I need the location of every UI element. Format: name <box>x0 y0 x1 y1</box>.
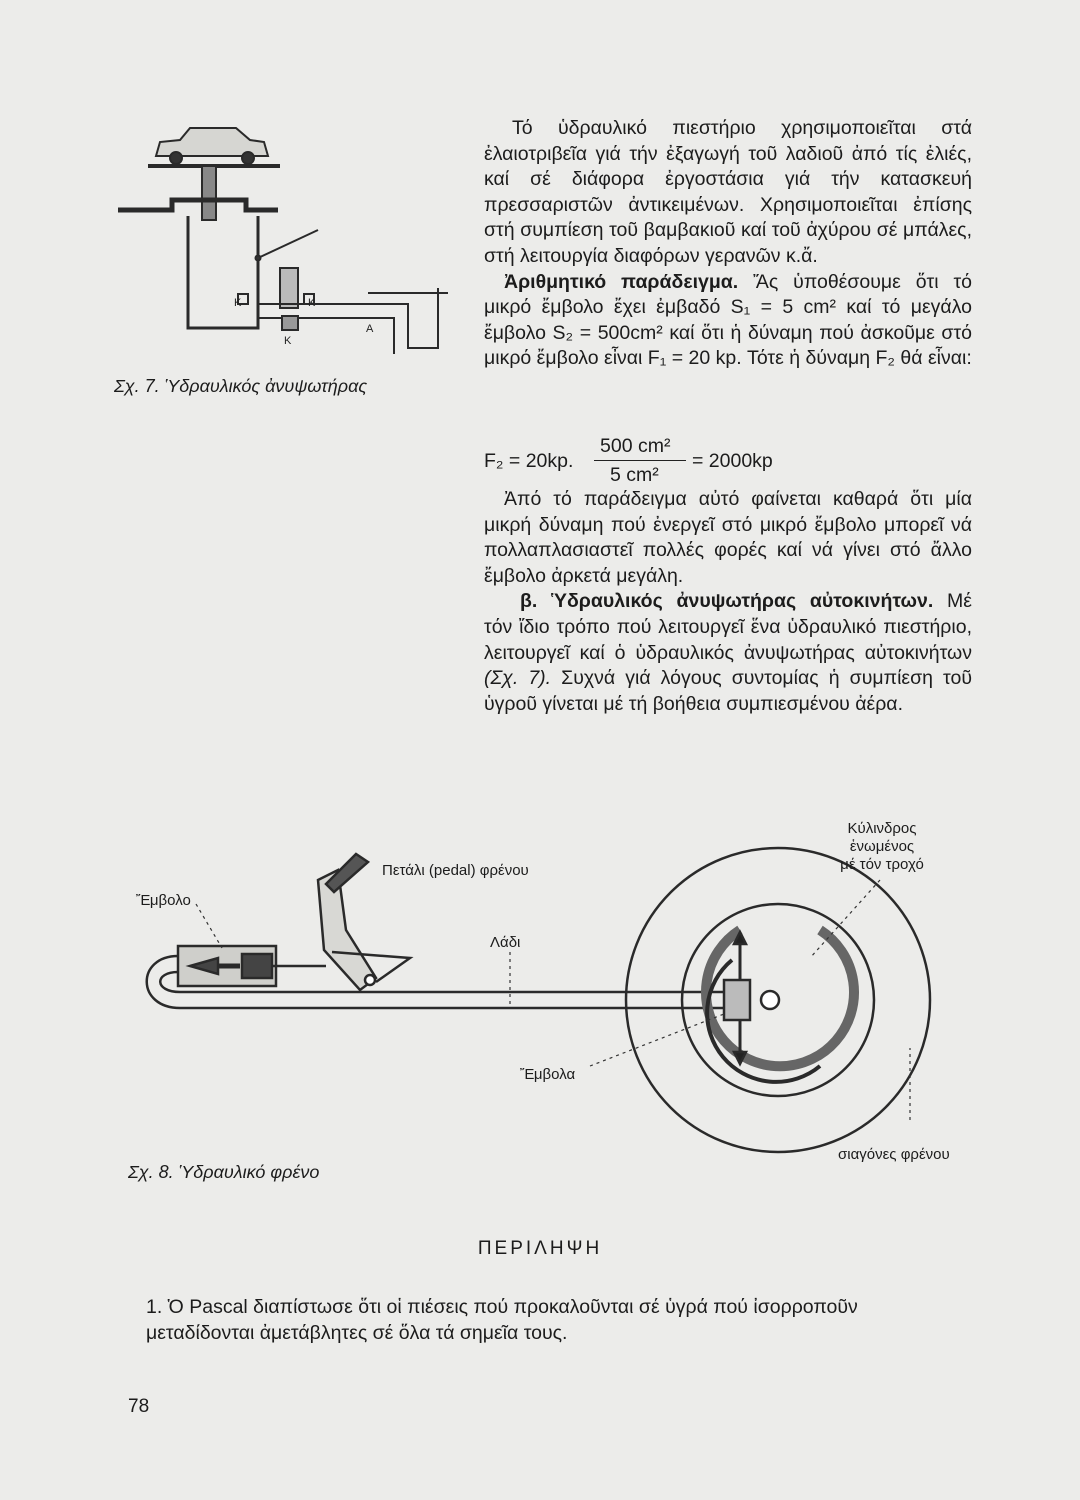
example-heading: Ἀριθμητικό παράδειγμα. <box>504 270 739 293</box>
figure-8-diagram <box>120 840 940 1170</box>
formula-denominator: 5 cm² <box>610 464 659 486</box>
section-heading: β. Ὑδραυλικός ἀνυψωτήρας αὐτοκινήτων. <box>520 590 934 613</box>
wheel-cylinder <box>724 980 750 1020</box>
formula-rhs: = 2000kp <box>692 450 773 472</box>
label-oil: Λάδι <box>490 934 521 951</box>
label-pedal: Πετάλι (pedal) φρένου <box>382 862 529 879</box>
label-cylinder-line1: Κύλινδρος <box>847 820 917 837</box>
body-text-column-2 <box>484 487 972 717</box>
section-text-a: Μέ τόν ἴδιο τρόπο πού λειτουργεῖ ἕνα ὑδραυλικό πιεστήριο, λειτουργεῖ καί ὁ ὑδραυλικός ἀνυψωτήρας αὐτοκινήτων <box>484 590 972 664</box>
label-piston: Ἔμβολο <box>136 892 191 909</box>
formula-lhs: F₂ = 20kp. <box>484 450 574 472</box>
label-k1: K <box>234 297 242 309</box>
paragraph-uses: Τό ὑδραυλικό πιεστήριο χρησιμοποιεῖται στά ἐλαιοτριβεῖα γιά τήν ἐξαγωγή τοῦ λαδιοῦ ἀπό τίς ἐλιές, καί σέ διάφορα ἐργοστάσια γιά τήν κατασκευή πρεσσαριστῶν ἀντικειμένων. Χρησιμοποιεῖται ἐπίσης στή συμπίεση τοῦ βαμβακιοῦ καί τοῦ ἀχύρου σέ μπάλες, στή λειτουργία διαφόρων γερανῶν κ.ἄ. <box>484 117 972 267</box>
body-text-column <box>484 116 972 372</box>
paragraph-car-lift <box>484 589 972 717</box>
paragraph-conclusion: Ἀπό τό παράδειγμα αὐτό φαίνεται καθαρά ὅτι μία μικρή δύναμη πού ἐνεργεῖ στό μικρό ἔμβολο μπορεῖ νά πολλαπλασιαστεῖ πολλές φορές καί νά γίνει στό ἄλλο ἔμβολο ἀρκετά μεγάλη. <box>484 488 972 587</box>
label-k2: K <box>308 297 316 309</box>
fraction-bar <box>594 460 686 461</box>
pedal-lever <box>318 870 376 990</box>
label-cylinder-line3: μέ τόν τροχό <box>840 856 924 873</box>
section-ref: (Σχ. 7). <box>484 667 552 690</box>
label-pistons: Ἔμβολα <box>520 1066 576 1083</box>
label-a: A <box>366 323 374 335</box>
formula <box>484 435 972 486</box>
section-text-b: Συχνά γιά λόγους συντομίας ἡ συμπίεση τοῦ ὑγροῦ γίνεται μέ τή βοήθεια συμπιεσμένου ἀέρα. <box>484 667 972 715</box>
page-number: 78 <box>128 1396 150 1417</box>
example-text: Ἄς ὑποθέσουμε ὅτι τό μικρό ἔμβολο ἔχει ἐμβαδό S₁ = 5 cm² καί τό μεγάλο ἔμβολο S₂ = 500cm² καί ὅτι ἡ δύναμη πού ἀσκοῦμε στό μικρό ἔμβολο εἶναι F₁ = 20 kp. Τότε ἡ δύναμη F₂ θά εἶναι: <box>484 270 972 370</box>
summary-title: ΠΕΡΙΛΗΨΗ <box>477 1238 603 1259</box>
formula-numerator: 500 cm² <box>600 435 671 457</box>
label-shoes: σιαγόνες φρένου <box>838 1146 950 1163</box>
paragraph-example <box>484 270 972 372</box>
figure-7-caption: Σχ. 7. Ὑδραυλικός ἀνυψωτήρας <box>114 376 368 396</box>
figure-7-diagram <box>108 118 453 360</box>
summary-item-1: 1. Ὁ Pascal διαπίστωσε ὅτι οἱ πιέσεις πού προκαλοῦνται σέ ὑγρά πού ἰσορροποῦν μεταδίδονται ἀμετάβλητες σέ ὅλα τά σημεῖα τους. <box>146 1296 858 1344</box>
label-cylinder <box>818 820 946 874</box>
figure-8-caption: Σχ. 8. Ὑδραυλικό φρένο <box>128 1162 320 1182</box>
label-cylinder-line2: ἑνωμένος <box>849 838 915 855</box>
label-k3: K <box>284 335 292 347</box>
